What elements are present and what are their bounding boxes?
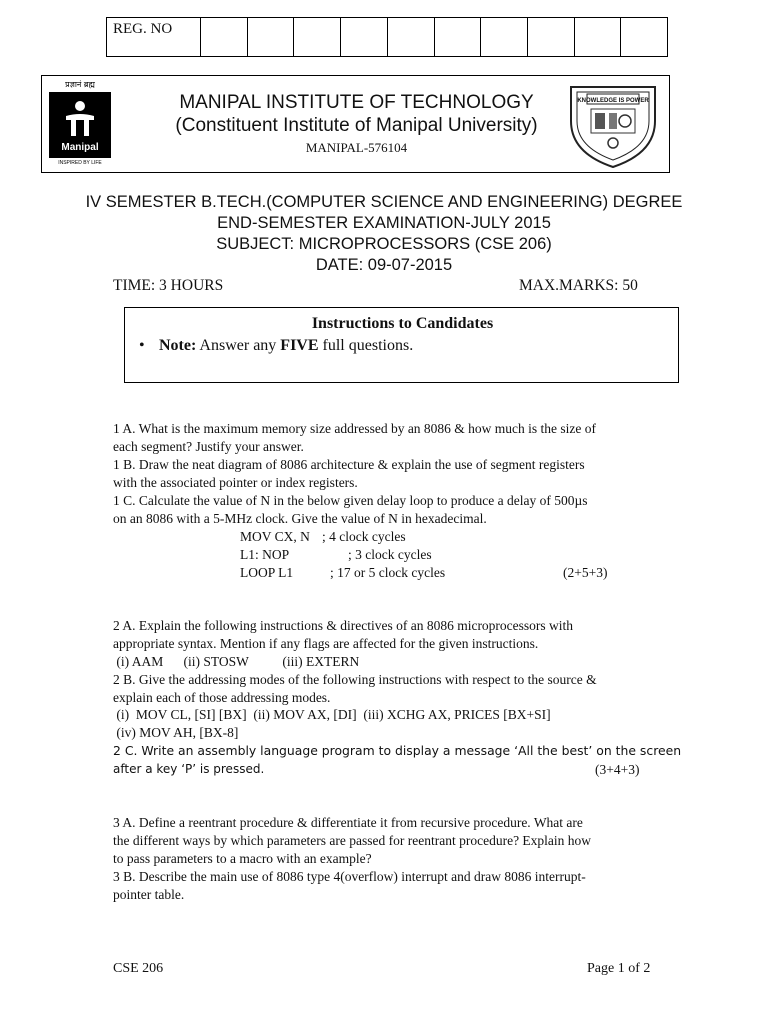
question-line: 1 A. What is the maximum memory size addressed by an 8086 & how much is the size of xyxy=(113,421,597,436)
question-line: (i) AAM (ii) STOSW (iii) EXTERN xyxy=(113,654,360,669)
reg-no-cell[interactable] xyxy=(481,18,528,56)
question-line: 3 A. Define a reentrant procedure & differentiate it from recursive procedure. What are xyxy=(113,815,583,830)
question-line: (i) MOV CL, [SI] [BX] (ii) MOV AX, [DI] (iii) XCHG AX, PRICES [BX+SI] xyxy=(113,707,551,722)
question-marks: (2+5+3) xyxy=(563,565,608,580)
exam-date-line: DATE: 09-07-2015 xyxy=(315,256,453,274)
note-text-pre: Answer any xyxy=(196,337,281,354)
question-marks: (3+4+3) xyxy=(595,762,640,777)
reg-no-cell[interactable] xyxy=(575,18,622,56)
question-line: with the associated pointer or index registers. xyxy=(113,475,358,490)
reg-no-cell[interactable] xyxy=(341,18,388,56)
logo-text: Manipal xyxy=(61,142,99,153)
logo-tagline: INSPIRED BY LIFE xyxy=(58,160,102,166)
question-line: explain each of those addressing modes. xyxy=(113,690,331,705)
code-instruction: MOV CX, N xyxy=(240,529,310,544)
note-emphasis: FIVE xyxy=(280,337,319,354)
question-line: on an 8086 with a 5-MHz clock. Give the value of N in hexadecimal. xyxy=(113,511,487,526)
reg-no-cell[interactable] xyxy=(435,18,482,56)
reg-no-cell[interactable] xyxy=(294,18,341,56)
reg-no-cell[interactable] xyxy=(248,18,295,56)
exam-degree-line: IV SEMESTER B.TECH.(COMPUTER SCIENCE AND ENGINEERING) DEGREE xyxy=(85,193,683,211)
question-line: the different ways by which parameters are passed for reentrant procedure? Explain how xyxy=(113,833,592,848)
reg-no-cell[interactable] xyxy=(388,18,435,56)
question-line: 1 B. Draw the neat diagram of 8086 architecture & explain the use of segment registers xyxy=(113,457,585,472)
institute-header xyxy=(41,75,670,173)
question-line: each segment? Justify your answer. xyxy=(113,439,304,454)
instructions-title: Instructions to Candidates xyxy=(311,315,494,332)
reg-no-cell[interactable] xyxy=(621,18,667,56)
question-line: 2 C. Write an assembly language program to display a message ‘All the best’ on the screen xyxy=(113,743,682,758)
reg-no-label: REG. NO xyxy=(107,18,201,56)
seal-motto: KNOWLEDGE IS POWER xyxy=(577,98,649,104)
logo-motto: प्रज्ञानं ब्रह्म xyxy=(65,80,95,89)
code-instruction: LOOP L1 xyxy=(240,565,294,580)
code-comment: ; 3 clock cycles xyxy=(348,547,432,562)
exam-max-marks: MAX.MARKS: 50 xyxy=(519,277,638,294)
question-line: 2 A. Explain the following instructions & directives of an 8086 microprocessors with xyxy=(113,618,574,633)
note-text-post: full questions. xyxy=(318,337,414,354)
footer-course-code: CSE 206 xyxy=(113,961,164,976)
question-line: pointer table. xyxy=(113,887,185,902)
question-line: to pass parameters to a macro with an example? xyxy=(113,851,372,866)
note-label: Note: xyxy=(159,337,197,354)
question-line: after a key ‘P’ is pressed. xyxy=(113,762,265,776)
question-line: appropriate syntax. Mention if any flags are affected for the given instructions. xyxy=(113,636,539,651)
institute-subtitle: (Constituent Institute of Manipal University) xyxy=(175,115,538,136)
question-line: 3 B. Describe the main use of 8086 type 4(overflow) interrupt and draw 8086 interrupt- xyxy=(113,869,586,884)
reg-no-table xyxy=(106,17,668,57)
bullet-icon: • xyxy=(139,337,145,354)
exam-time: TIME: 3 HOURS xyxy=(113,277,224,294)
instructions-note xyxy=(139,337,414,355)
code-comment: ; 4 clock cycles xyxy=(322,529,406,544)
exam-session-line: END-SEMESTER EXAMINATION-JULY 2015 xyxy=(217,214,551,232)
institute-city: MANIPAL-576104 xyxy=(305,140,408,155)
institute-seal-icon xyxy=(565,83,661,169)
exam-subject-line: SUBJECT: MICROPROCESSORS (CSE 206) xyxy=(216,235,552,253)
reg-no-cell[interactable] xyxy=(201,18,248,56)
institute-name: MANIPAL INSTITUTE OF TECHNOLOGY xyxy=(179,92,534,113)
question-line: 2 B. Give the addressing modes of the following instructions with respect to the source & xyxy=(113,672,597,687)
code-comment: ; 17 or 5 clock cycles xyxy=(330,565,446,580)
code-instruction: L1: NOP xyxy=(240,547,290,562)
reg-no-cell[interactable] xyxy=(528,18,575,56)
question-line: (iv) MOV AH, [BX-8] xyxy=(113,725,239,740)
footer-page-number: Page 1 of 2 xyxy=(587,961,651,976)
instructions-box xyxy=(124,307,679,383)
question-line: 1 C. Calculate the value of N in the below given delay loop to produce a delay of 500µs xyxy=(113,493,588,508)
